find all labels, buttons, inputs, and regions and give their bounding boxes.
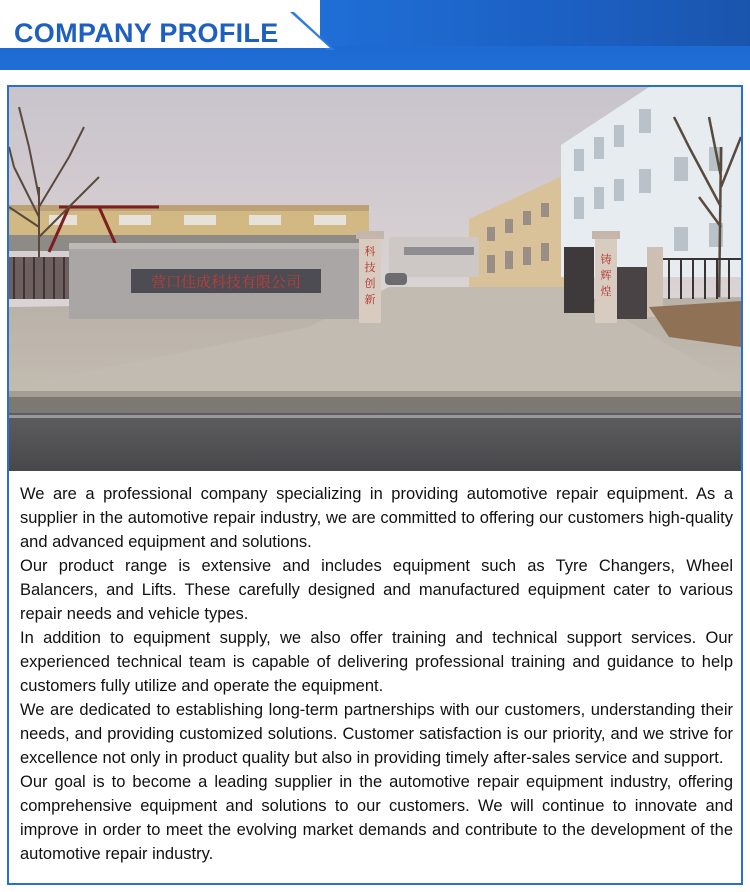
- pillar-right-char-3: 煌: [600, 285, 612, 298]
- header-dark-band: [320, 0, 750, 46]
- pillar-left-char-1: 科: [364, 245, 376, 258]
- pillar-right-char-1: 铸: [600, 253, 612, 266]
- content-frame: [7, 85, 743, 885]
- paragraph-goal: Our goal is to become a leading supplier in the automotive repair equipment industry, offering comprehensive equipment and solutions to our customers. We will continue to innovate and improve in order to meet the evolving market demands and contribute to the development of the automotive repair industry.: [20, 773, 733, 863]
- paragraph-intro: We are a professional company specializing in providing automotive repair equipment. As a supplier in the automotive repair industry, we are committed to offering our customers high-quality and advanced equipment and solutions.: [20, 485, 733, 551]
- section-header: [0, 0, 750, 70]
- page-title: COMPANY PROFILE: [14, 18, 279, 48]
- pillar-right-char-2: 辉: [600, 269, 612, 282]
- pillar-left-char-2: 技: [364, 261, 376, 274]
- pillar-left-char-3: 创: [364, 277, 376, 290]
- company-description: [20, 482, 733, 866]
- company-sign-text: 营口佳成科技有限公司: [150, 273, 302, 291]
- paragraph-training: In addition to equipment supply, we also offer training and technical support services. Our experienced technical team is capable of delivering professional training and guidance to help customers fully utilize and operate the equipment.: [20, 629, 733, 695]
- company-photo: [9, 87, 741, 471]
- pillar-left-char-4: 新: [364, 293, 376, 306]
- paragraph-partnerships: We are dedicated to establishing long-term partnerships with our customers, understanding their needs, and providing customized solutions. Customer satisfaction is our priority, and we strive for excellence not only in product quality but also in providing timely after-sales service and support.: [20, 701, 733, 767]
- paragraph-products: Our product range is extensive and includes equipment such as Tyre Changers, Wheel Balancers, and Lifts. These carefully designed and manufactured equipment cater to various repair needs and vehicle types.: [20, 557, 733, 623]
